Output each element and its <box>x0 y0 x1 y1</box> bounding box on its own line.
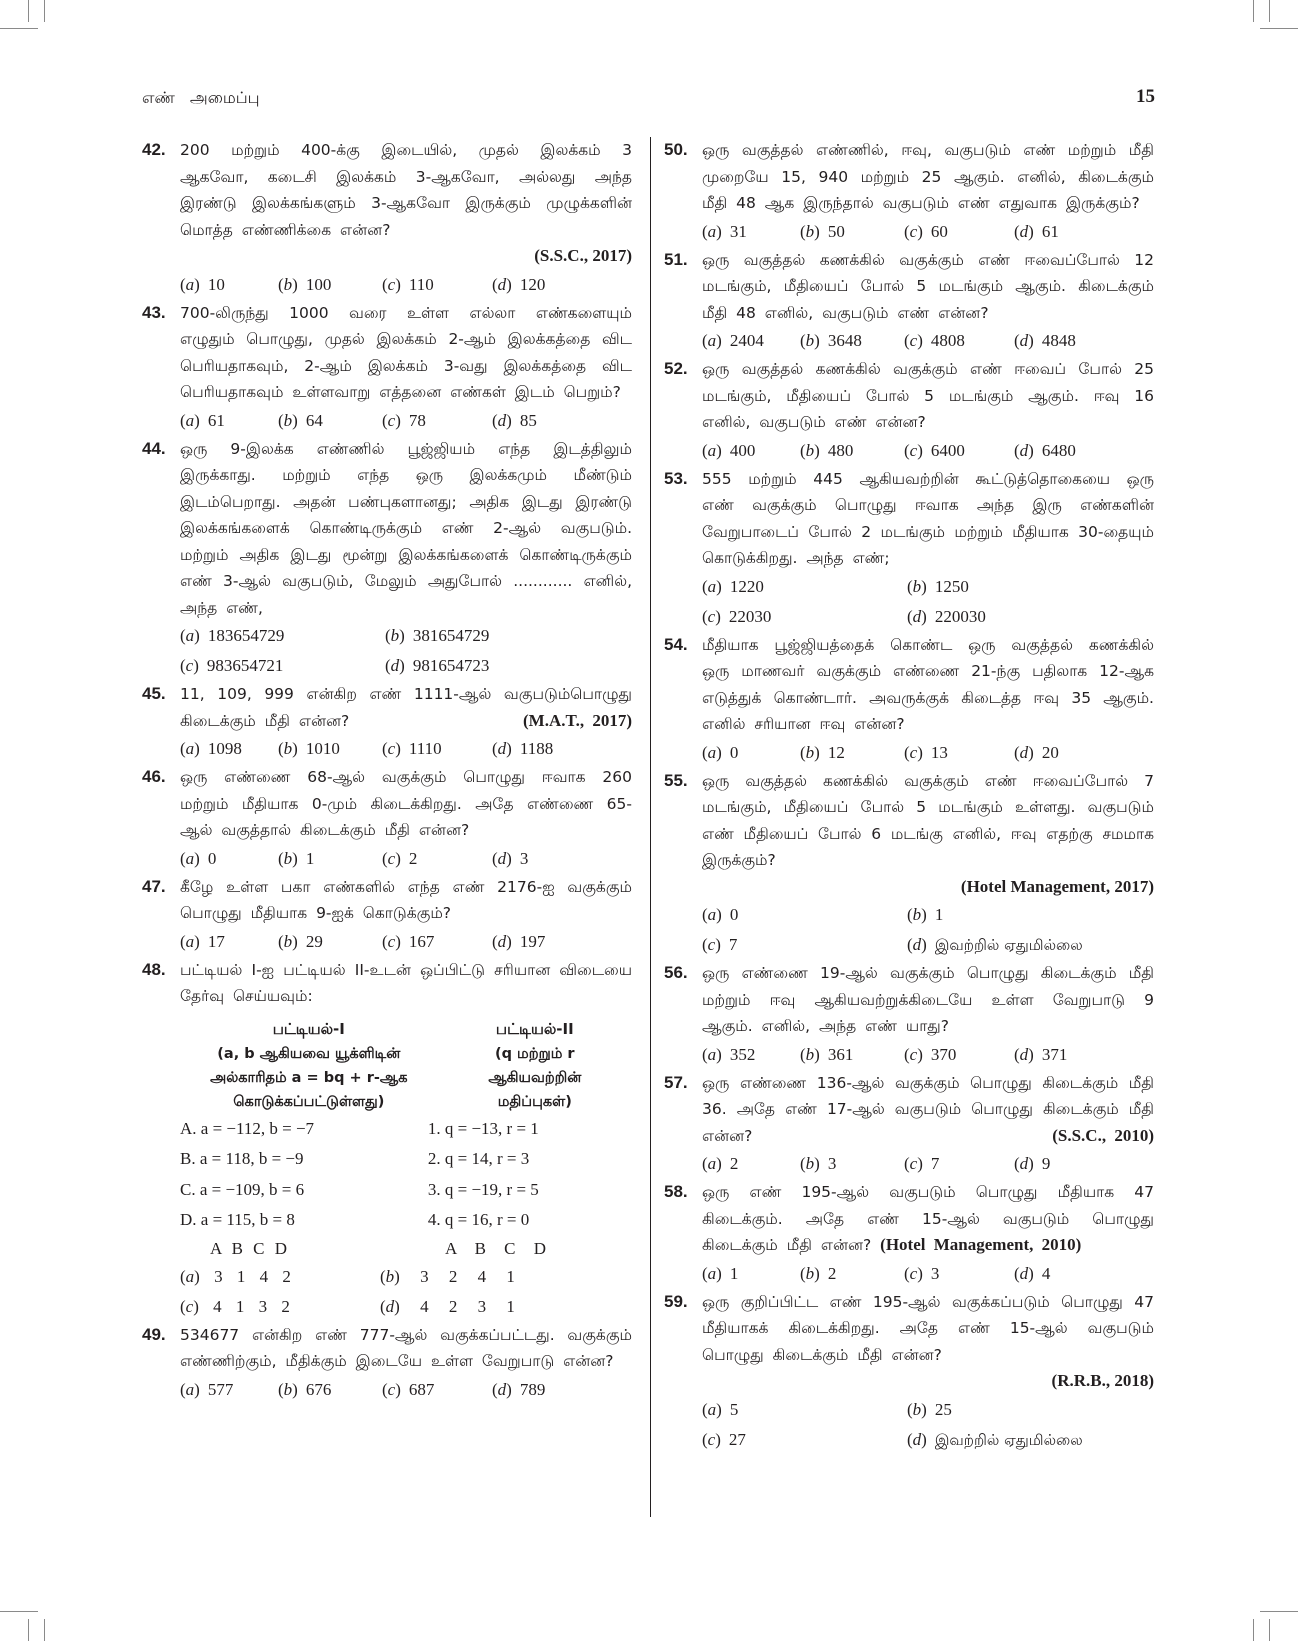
question-text: மீதியாக பூஜ்ஜியத்தைக் கொண்ட ஒரு வகுத்தல் கணக்கில் ஒரு மாணவர் வகுக்கும் எண்ணை 21-ந்கு பதிலாக 12-ஆக எடுத்துக் கொண்டார். அவருக்குக் கிடைத்த ஈவு 35 ஆகும். எனில் சரியான ஈவு என்ன? <box>702 635 1154 733</box>
list-1-subtitle: கொடுக்கப்பட்டுள்ளது) <box>233 1093 385 1110</box>
crop-mark <box>44 0 45 22</box>
running-head: எண் அமைப்பு <box>142 88 260 107</box>
list-1-item: C. a = −109, b = 6 <box>180 1179 305 1199</box>
options <box>702 217 1154 247</box>
option-c[interactable]: (c) 4 1 3 2 <box>180 1296 290 1316</box>
question-45 <box>142 681 632 764</box>
crop-mark <box>28 1619 29 1641</box>
question-number: 47. <box>142 876 166 896</box>
question-number: 51. <box>664 249 688 269</box>
question-text: ஒரு வகுத்தல் கணக்கில் வகுக்கும் எண் ஈவைப் போல் 25 மடங்கும், மீதியைப் போல் 5 மடங்கும் ஆகும். ஈவு 16 எனில், வகுபடும் எண் என்ன? <box>702 360 1154 431</box>
question-text: ஒரு எண்ணை 68-ஆல் வகுக்கும் பொழுது ஈவாக 260 மற்றும் மீதியாக 0-மும் கிடைக்கிறது. அதே எண்ணை 65-ஆல் வகுத்தால் கிடைக்கும் மீதி என்ன? <box>180 768 632 839</box>
option-c[interactable]: (c) 22030 <box>702 606 772 626</box>
right-column <box>664 137 1154 1455</box>
list-2-subtitle: மதிப்புகள்) <box>497 1093 572 1110</box>
list-1-subtitle: அல்காரிதம் a = bq + r-ஆக <box>210 1069 408 1086</box>
question-source: (S.S.C., 2017) <box>534 246 632 265</box>
question-text: ஒரு எண் 195-ஆல் வகுபடும் பொழுது மீதியாக 47 கிடைக்கும். அதே எண் 15-ஆல் வகுபடும் பொழுது கிடைக்கும் மீதி என்ன? (Hotel Management, 2010) <box>702 1183 1154 1254</box>
option-d[interactable]: (d) 197 <box>492 931 546 951</box>
option-b[interactable]: (b) 2 <box>800 1263 837 1283</box>
option-b[interactable]: (b) 64 <box>278 410 323 430</box>
option-d[interactable]: (d) இவற்றில் ஏதுமில்லை <box>907 935 1083 954</box>
crop-mark <box>1253 0 1254 22</box>
list-2-item: 3. q = −19, r = 5 <box>427 1179 539 1199</box>
option-b[interactable]: (b) 3648 <box>800 331 862 350</box>
question-text: ஒரு 9-இலக்க எண்ணில் பூஜ்ஜியம் எந்த இடத்திலும் இருக்காது. மற்றும் எந்த ஒரு இலக்கமும் மீண்டும் இடம்பெறாது. அதன் பண்புகளானது; அதிக இடது இரண்டு இலக்கங்களைக் கொண்டிருக்கும் எண் 2-ஆல் வகுபடும். மற்றும் அதிக இடது மூன்று இலக்கங்களைக் கொண்டிருக்கும் எண் 3-ஆல் வகுபடும், மேலும் அதுபோல் ............ எனில், அந்த எண், <box>180 439 632 617</box>
question-number: 45. <box>142 684 166 703</box>
option-d[interactable]: (d) 1188 <box>492 739 554 758</box>
question-text: ஒரு குறிப்பிட்ட எண் 195-ஆல் வகுக்கப்படும் பொழுது 47 மீதியாகக் கிடைக்கிறது. அதே எண் 15-ஆல் வகுபடும் பொழுது கிடைக்கும் மீதி என்ன? <box>702 1292 1154 1364</box>
question-number: 54. <box>664 634 688 654</box>
option-c[interactable]: (c) 370 <box>904 1044 957 1064</box>
crop-mark <box>44 1619 45 1641</box>
answer-key-header: A B C D A B C D <box>210 1238 547 1258</box>
question-source: (M.A.T., 2017) <box>523 710 632 730</box>
crop-mark <box>1260 28 1298 29</box>
option-b[interactable]: (b) 381654729 <box>385 626 490 645</box>
option-c[interactable]: (c) 7 <box>702 935 738 954</box>
question-number: 57. <box>664 1072 688 1092</box>
option-c[interactable]: (c) 6400 <box>904 440 965 460</box>
option-a[interactable]: (a) 61 <box>180 410 225 430</box>
column-divider <box>650 137 651 1517</box>
question-text: 200 மற்றும் 400-க்கு இடையில், முதல் இலக்கம் 3 ஆகவோ, கடைசி இலக்கம் 3-ஆகவோ, அல்லது அந்த இரண்டு இலக்கங்களும் 3-ஆகவோ இருக்கும் முழுக்களின் மொத்த எண்ணிக்கை என்ன? <box>180 141 632 239</box>
option-a[interactable]: (a) 183654729 <box>180 626 285 645</box>
question-56 <box>664 960 1154 1070</box>
list-2-item: 4. q = 16, r = 0 <box>427 1210 530 1229</box>
options <box>702 1040 1154 1070</box>
list-1-item: B. a = 118, b = −9 <box>180 1149 304 1168</box>
option-d[interactable]: (d) 85 <box>492 410 537 430</box>
options <box>702 1149 1154 1179</box>
crop-mark <box>0 28 38 29</box>
question-43 <box>142 300 632 436</box>
question-number: 50. <box>664 140 688 159</box>
left-column <box>142 137 632 1405</box>
option-a[interactable]: (a) 0 <box>702 742 739 762</box>
option-d[interactable]: (d) 3 <box>492 848 529 868</box>
option-a[interactable]: (a) 0 <box>180 848 217 868</box>
question-number: 55. <box>664 770 688 790</box>
option-d[interactable]: (d) 789 <box>492 1379 546 1399</box>
options <box>180 270 632 300</box>
answer-row <box>180 1262 632 1292</box>
options <box>702 1395 1154 1455</box>
list-1-item: D. a = 115, b = 8 <box>180 1210 295 1229</box>
option-d[interactable]: (d) 371 <box>1014 1044 1068 1064</box>
question-text: ஒரு வகுத்தல் கணக்கில் வகுக்கும் எண் ஈவைப்போல் 7 மடங்கும், மீதியைப் போல் 5 மடங்கும் உள்ளது. வகுபடும் எண் மீதியைப் போல் 6 மடங்கு எனில், ஈவு எதற்கு சமமாக இருக்கும்? <box>702 771 1154 869</box>
question-51 <box>664 247 1154 357</box>
option-b[interactable]: (b) 1250 <box>907 576 969 596</box>
question-text: 534677 என்கிற எண் 777-ஆல் வகுக்கப்பட்டது. வகுக்கும் எண்ணிற்கும், மீதிக்கும் இடையே உள்ள வேறுபாடு என்ன? <box>180 1325 632 1370</box>
option-a[interactable]: (a) 1 <box>702 1263 739 1283</box>
option-d[interactable]: (d) 9 <box>1014 1154 1051 1173</box>
option-d[interactable]: (d) 220030 <box>907 606 986 626</box>
option-b[interactable]: (b) 1010 <box>278 739 340 758</box>
option-c[interactable]: (c) 1110 <box>382 739 442 758</box>
option-a[interactable]: (a) 2404 <box>702 331 764 350</box>
match-row <box>180 1114 632 1145</box>
option-c[interactable]: (c) 4808 <box>904 331 965 350</box>
option-c[interactable]: (c) 687 <box>382 1379 435 1399</box>
option-a[interactable]: (a) 400 <box>702 440 756 460</box>
option-b[interactable]: (b) 100 <box>278 274 332 294</box>
option-c[interactable]: (c) 27 <box>702 1429 746 1449</box>
crop-mark <box>1260 1611 1298 1612</box>
question-text: பட்டியல் I-ஐ பட்டியல் II-உடன் ஒப்பிட்டு சரியான விடையை தேர்வு செய்யவும்: <box>180 960 632 1005</box>
option-b[interactable]: (b) 3 <box>800 1154 837 1173</box>
question-49 <box>142 1322 632 1405</box>
question-number: 58. <box>664 1182 688 1201</box>
option-b[interactable]: (b) 50 <box>800 221 845 241</box>
question-text: 11, 109, 999 என்கிற எண் 1111-ஆல் வகுபடும்பொழுது கிடைக்கும் மீதி என்ன? (M.A.T., 2017) <box>180 681 632 734</box>
options <box>702 738 1154 768</box>
question-53 <box>664 466 1154 632</box>
option-b[interactable]: (b) 1 <box>278 848 315 868</box>
option-a[interactable]: (a) 2 <box>702 1154 739 1173</box>
question-number: 53. <box>664 468 688 488</box>
option-b[interactable]: (b) 676 <box>278 1379 332 1399</box>
option-b[interactable]: (b) 480 <box>800 440 854 460</box>
option-a[interactable]: (a) 0 <box>702 905 739 924</box>
question-text: 555 மற்றும் 445 ஆகியவற்றின் கூட்டுத்தொகையை ஒரு எண் வகுக்கும் பொழுது ஈவாக அந்த இரு எண்களின் வேறுபாடைப் போல் 2 மடங்கும் மற்றும் மீதியாக 30-தையும் கொடுக்கிறது. அந்த எண்; <box>702 469 1154 567</box>
question-58 <box>664 1179 1154 1289</box>
question-50 <box>664 137 1154 247</box>
options <box>702 900 1154 960</box>
question-48 <box>142 957 632 1322</box>
option-a[interactable]: (a) 1098 <box>180 739 242 758</box>
option-c[interactable]: (c) 7 <box>904 1154 940 1173</box>
answer-row <box>180 1292 632 1322</box>
option-b[interactable]: (b) 361 <box>800 1044 854 1064</box>
question-number: 52. <box>664 359 688 378</box>
list-2-subtitle: ஆகியவற்றின் <box>488 1069 582 1086</box>
option-a[interactable]: (a) 1220 <box>702 576 764 596</box>
option-b[interactable]: (b) 12 <box>800 742 845 762</box>
options <box>702 436 1154 466</box>
question-text: ஒரு வகுத்தல் கணக்கில் வகுக்கும் எண் ஈவைப்போல் 12 மடங்கும், மீதியைப் போல் 5 மடங்கும் ஆகும். கிடைக்கும் மீதி 48 எனில், வகுபடும் எண் என்ன? <box>702 250 1154 322</box>
question-number: 48. <box>142 959 166 979</box>
question-55 <box>664 768 1154 961</box>
option-b[interactable]: (b) 3 2 4 1 <box>380 1266 515 1286</box>
list-1-subtitle: (a, b ஆகியவை யூக்ளிடின் <box>217 1045 401 1062</box>
page-number: 15 <box>1136 86 1155 107</box>
question-source: (R.R.B., 2018) <box>1051 1371 1154 1390</box>
question-text: 700-லிருந்து 1000 வரை உள்ள எல்லா எண்களையும் எழுதும் பொழுது, முதல் இலக்கம் 2-ஆம் இலக்கத்தை விட பெரியதாகவும், 2-ஆம் இலக்கம் 3-வது இலக்கத்தை விட பெரியதாகவும் உள்ளவாறு எத்தனை எண்கள் இடம் பெறும்? <box>180 303 632 401</box>
options <box>180 621 632 681</box>
question-59 <box>664 1289 1154 1455</box>
match-row <box>180 1175 632 1206</box>
question-source: (Hotel Management, 2010) <box>880 1235 1082 1254</box>
question-source: (Hotel Management, 2017) <box>960 876 1154 896</box>
question-number: 42. <box>142 140 166 159</box>
option-a[interactable]: (a) 31 <box>702 221 747 241</box>
match-row <box>180 1144 632 1175</box>
question-number: 43. <box>142 302 166 322</box>
list-1-title: பட்டியல்-I <box>272 1019 345 1038</box>
question-number: 46. <box>142 767 166 786</box>
question-42 <box>142 137 632 300</box>
question-57 <box>664 1070 1154 1180</box>
crop-mark <box>28 0 29 22</box>
question-text: ஒரு எண்ணை 19-ஆல் வகுக்கும் பொழுது கிடைக்கும் மீதி மற்றும் ஈவு ஆகியவற்றுக்கிடையே உள்ள வேறுபாடு 9 ஆகும். எனில், அந்த எண் யாது? <box>702 964 1154 1035</box>
options <box>702 326 1154 356</box>
option-d[interactable]: (d) 981654723 <box>385 656 490 675</box>
option-b[interactable]: (b) 1 <box>907 905 944 924</box>
match-list-header <box>180 1016 632 1114</box>
option-c[interactable]: (c) 110 <box>382 274 434 294</box>
options <box>180 406 632 436</box>
option-d[interactable]: (d) 6480 <box>1014 440 1076 460</box>
list-2-item: 2. q = 14, r = 3 <box>427 1149 530 1168</box>
match-row <box>180 1205 632 1236</box>
option-a[interactable]: (a) 577 <box>180 1379 234 1399</box>
list-2-subtitle: (q மற்றும் r <box>495 1045 575 1062</box>
crop-mark <box>1269 0 1270 22</box>
option-c[interactable]: (c) 167 <box>382 931 435 951</box>
question-46 <box>142 764 632 874</box>
option-a[interactable]: (a) 17 <box>180 931 225 951</box>
options <box>702 572 1154 632</box>
crop-mark <box>1253 1619 1254 1641</box>
option-d[interactable]: (d) இவற்றில் ஏதுமில்லை <box>907 1429 1083 1449</box>
option-d[interactable]: (d) 4848 <box>1014 331 1076 350</box>
option-c[interactable]: (c) 13 <box>904 742 948 762</box>
question-number: 44. <box>142 438 166 458</box>
option-c[interactable]: (c) 60 <box>904 221 948 241</box>
question-52 <box>664 356 1154 466</box>
option-d[interactable]: (d) 120 <box>492 274 546 294</box>
options <box>180 927 632 957</box>
option-a[interactable]: (a) 5 <box>702 1399 739 1419</box>
question-source: (S.S.C., 2010) <box>1052 1125 1154 1145</box>
question-number: 56. <box>664 963 688 982</box>
list-2-title: பட்டியல்-II <box>495 1019 574 1038</box>
question-54 <box>664 632 1154 768</box>
question-44 <box>142 436 632 682</box>
option-a[interactable]: (a) 10 <box>180 274 225 294</box>
options <box>180 844 632 874</box>
options <box>180 734 632 764</box>
options <box>180 1375 632 1405</box>
option-c[interactable]: (c) 78 <box>382 410 426 430</box>
option-b[interactable]: (b) 29 <box>278 931 323 951</box>
option-d[interactable]: (d) 20 <box>1014 742 1059 762</box>
question-text: ஒரு வகுத்தல் எண்ணில், ஈவு, வகுபடும் எண் மற்றும் மீதி முறையே 15, 940 மற்றும் 25 ஆகும். எனில், கிடைக்கும் மீதி 48 ஆக இருந்தால் வகுபடும் எண் எதுவாக இருக்கும்? <box>702 141 1154 212</box>
question-47 <box>142 874 632 957</box>
option-c[interactable]: (c) 2 <box>382 848 418 868</box>
option-a[interactable]: (a) 3 1 4 2 <box>180 1266 291 1286</box>
question-number: 59. <box>664 1291 688 1311</box>
option-b[interactable]: (b) 25 <box>907 1399 952 1419</box>
question-number: 49. <box>142 1324 166 1344</box>
list-1-item: A. a = −112, b = −7 <box>180 1118 315 1138</box>
option-c[interactable]: (c) 3 <box>904 1263 940 1283</box>
crop-mark <box>0 1611 38 1612</box>
option-d[interactable]: (d) 61 <box>1014 221 1059 241</box>
crop-mark <box>1269 1619 1270 1641</box>
option-d[interactable]: (d) 4 2 3 1 <box>380 1296 515 1316</box>
option-c[interactable]: (c) 983654721 <box>180 656 284 675</box>
list-2-item: 1. q = −13, r = 1 <box>427 1118 539 1138</box>
option-a[interactable]: (a) 352 <box>702 1044 756 1064</box>
question-text: ஒரு எண்ணை 136-ஆல் வகுக்கும் பொழுது கிடைக்கும் மீதி 36. அதே எண் 17-ஆல் வகுபடும் பொழுது கிடைக்கும் மீதி என்ன? (S.S.C., 2010) <box>702 1070 1154 1150</box>
option-d[interactable]: (d) 4 <box>1014 1263 1051 1283</box>
question-text: கீழே உள்ள பகா எண்களில் எந்த எண் 2176-ஐ வகுக்கும் பொழுது மீதியாக 9-ஐக் கொடுக்கும்? <box>180 877 632 922</box>
options <box>702 1259 1154 1289</box>
